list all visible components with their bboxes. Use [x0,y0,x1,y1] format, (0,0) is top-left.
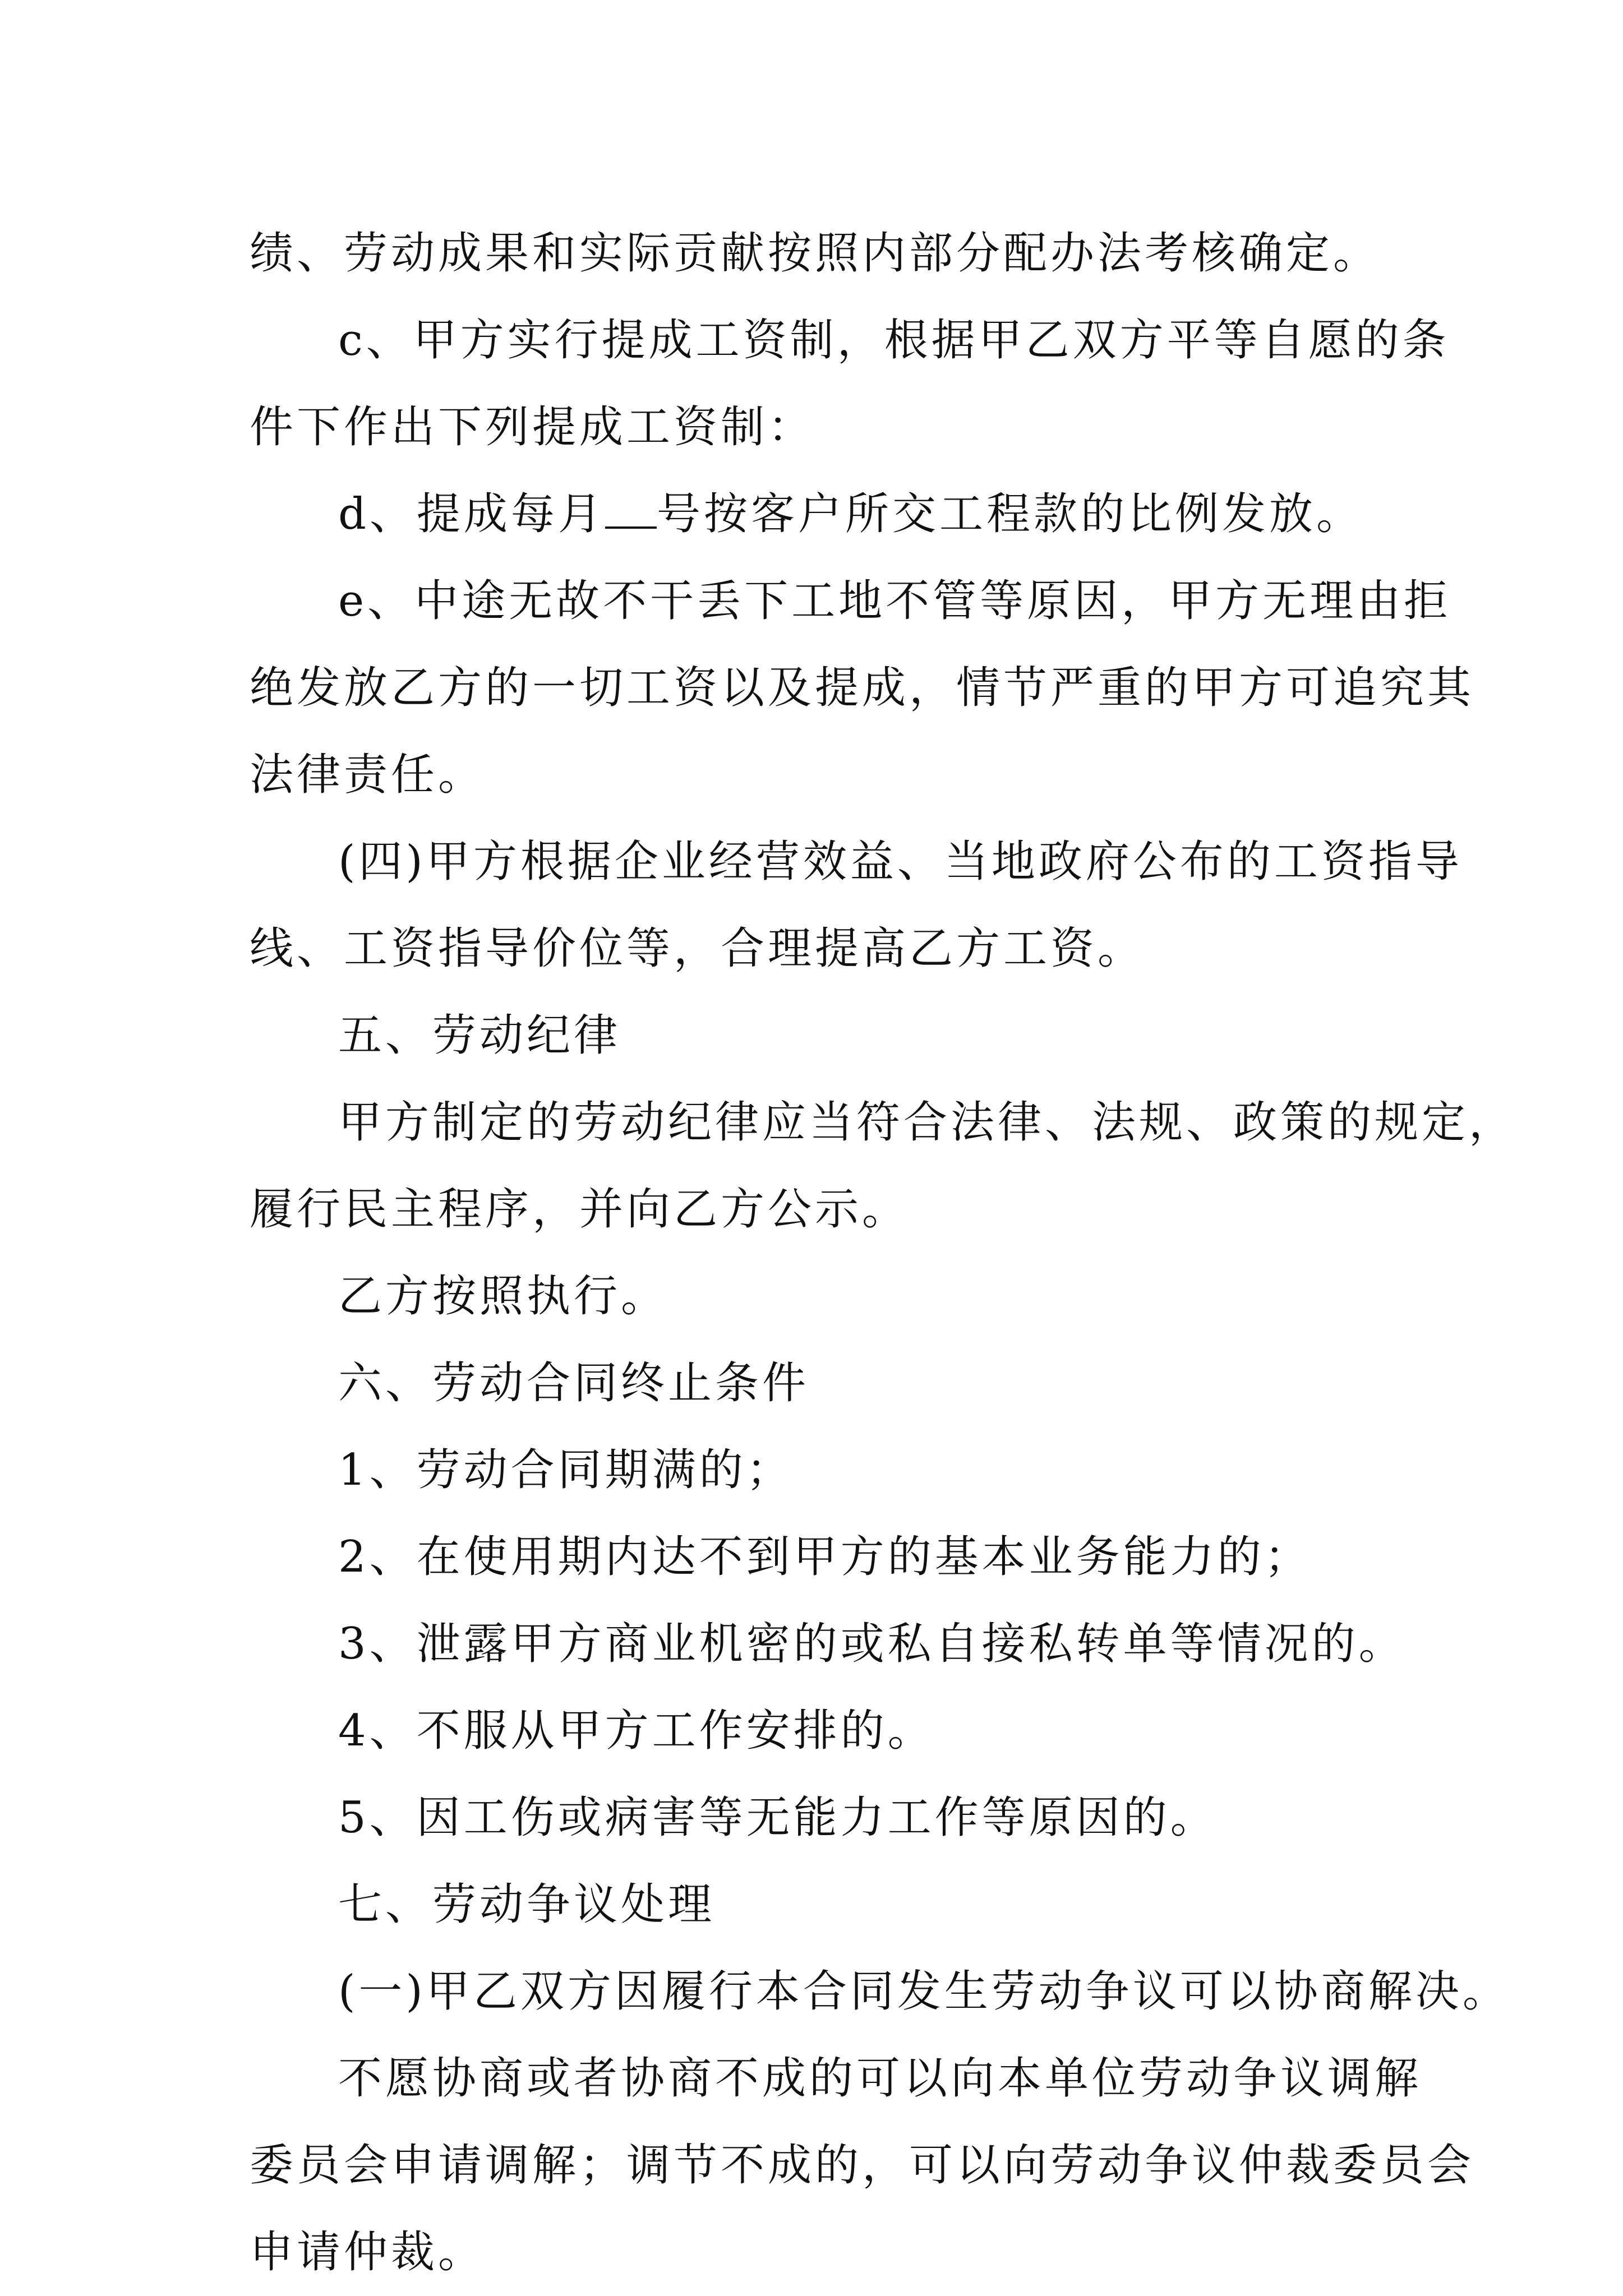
section-heading: 六、劳动合同终止条件 [338,1358,810,1408]
fill-in-blank [605,489,657,529]
paragraph-line: (四)甲方根据企业经营效益、当地政府公布的工资指导 [338,837,1463,887]
paragraph-line: 甲方制定的劳动纪律应当符合法律、法规、政策的规定， [338,1097,1516,1148]
paragraph-line: c、甲方实行提成工资制，根据甲乙双方平等自愿的条 [338,315,1450,366]
list-item: 4、不服从甲方工作安排的。 [338,1706,935,1756]
list-item: 5、因工伤或病害等无能力工作等原因的。 [338,1793,1218,1843]
paragraph-line: 件下作出下列提成工资制： [250,402,815,452]
paragraph-line: 乙方按照执行。 [338,1271,668,1322]
paragraph-line: e、中途无故不干丢下工地不管等原因，甲方无理由拒 [338,576,1451,626]
paragraph-line: 线、工资指导价位等，合理提高乙方工资。 [250,923,1145,974]
paragraph-line [250,471,1377,558]
line-text: d、提成每月 [338,489,605,539]
paragraph-line: 委员会申请调解；调节不成的，可以向劳动争议仲裁委员会 [250,2140,1475,2191]
paragraph-line: 绝发放乙方的一切工资以及提成，情节严重的甲方可追究其 [250,663,1475,713]
list-item: 2、在使用期内达不到甲方的基本业务能力的； [338,1532,1312,1582]
paragraph-line: (一)甲乙双方因履行本合同发生劳动争议可以协商解决。 [338,1966,1510,2017]
paragraph-line: 不愿协商或者协商不成的可以向本单位劳动争议调解 [338,2053,1422,2104]
paragraph-line: 法律责任。 [250,750,486,800]
document-body [250,210,1516,2296]
paragraph-line: 绩、劳动成果和实际贡献按照内部分配办法考核确定。 [250,228,1381,279]
paragraph-line: 履行民主程序，并向乙方公示。 [250,1184,910,1235]
list-item: 1、劳动合同期满的； [338,1445,794,1495]
section-heading: 七、劳动争议处理 [338,1879,716,1930]
paragraph-line: 申请仲裁。 [250,2227,486,2277]
list-item: 3、泄露甲方商业机密的或私自接私转单等情况的。 [338,1619,1406,1669]
line-text: 号按客户所交工程款的比例发放。 [656,489,1363,539]
section-heading: 五、劳动纪律 [338,1010,621,1061]
